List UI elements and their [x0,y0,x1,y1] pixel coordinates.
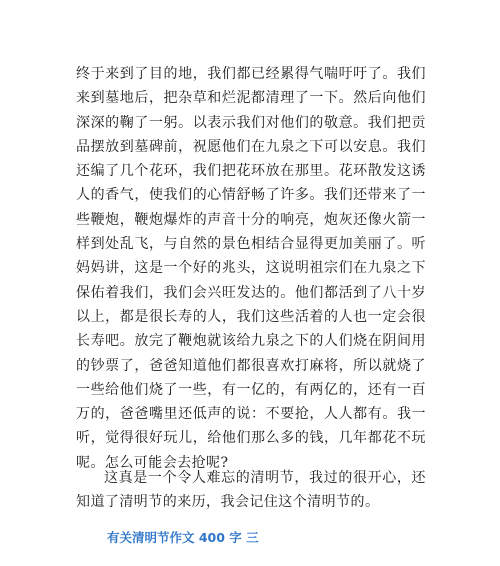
closing-paragraph: 这真是一个令人难忘的清明节，我过的很开心，还知道了清明节的来历，我会记住这个清明节的。 [76,470,426,511]
body-paragraph: 终于来到了目的地，我们都已经累得气喘吁吁了。我们来到墓地后，把杂草和烂泥都清理了一下。然后向他们深深的鞠了一躬。以表示我们对他们的敬意。我们把贡品摆放到墓碑前，祝愿他们在九泉之下可以安息。我们还编了几个花环，我们把花环放在那里。花环散发这诱人的香气，使我们的心情舒畅了许多。我们还带来了一些鞭炮，鞭炮爆炸的声音十分的响亮，炮灰还像火箭一样到处乱飞，与自然的景色相结合显得更加美丽了。听妈妈讲，这是一个好的兆头，这说明祖宗们在九泉之下保佑着我们，我们会兴旺发达的。他们都活到了八十岁以上，都是很长寿的人，我们这些活着的人也一定会很长寿吧。放完了鞭炮就该给九泉之下的人们烧在阴间用的钞票了，爸爸知道他们都很喜欢打麻将，所以就烧了一些给他们烧了一些，有一亿的，有两亿的，还有一百万的，爸爸嘴里还低声的说：不要抢，人人都有。我一听，觉得很好玩儿，给他们那么多的钱，几年都花不玩呢。怎么可能会去抢呢? [76,66,426,471]
section-heading: 有关清明节作文 400 字 三 [107,530,259,545]
